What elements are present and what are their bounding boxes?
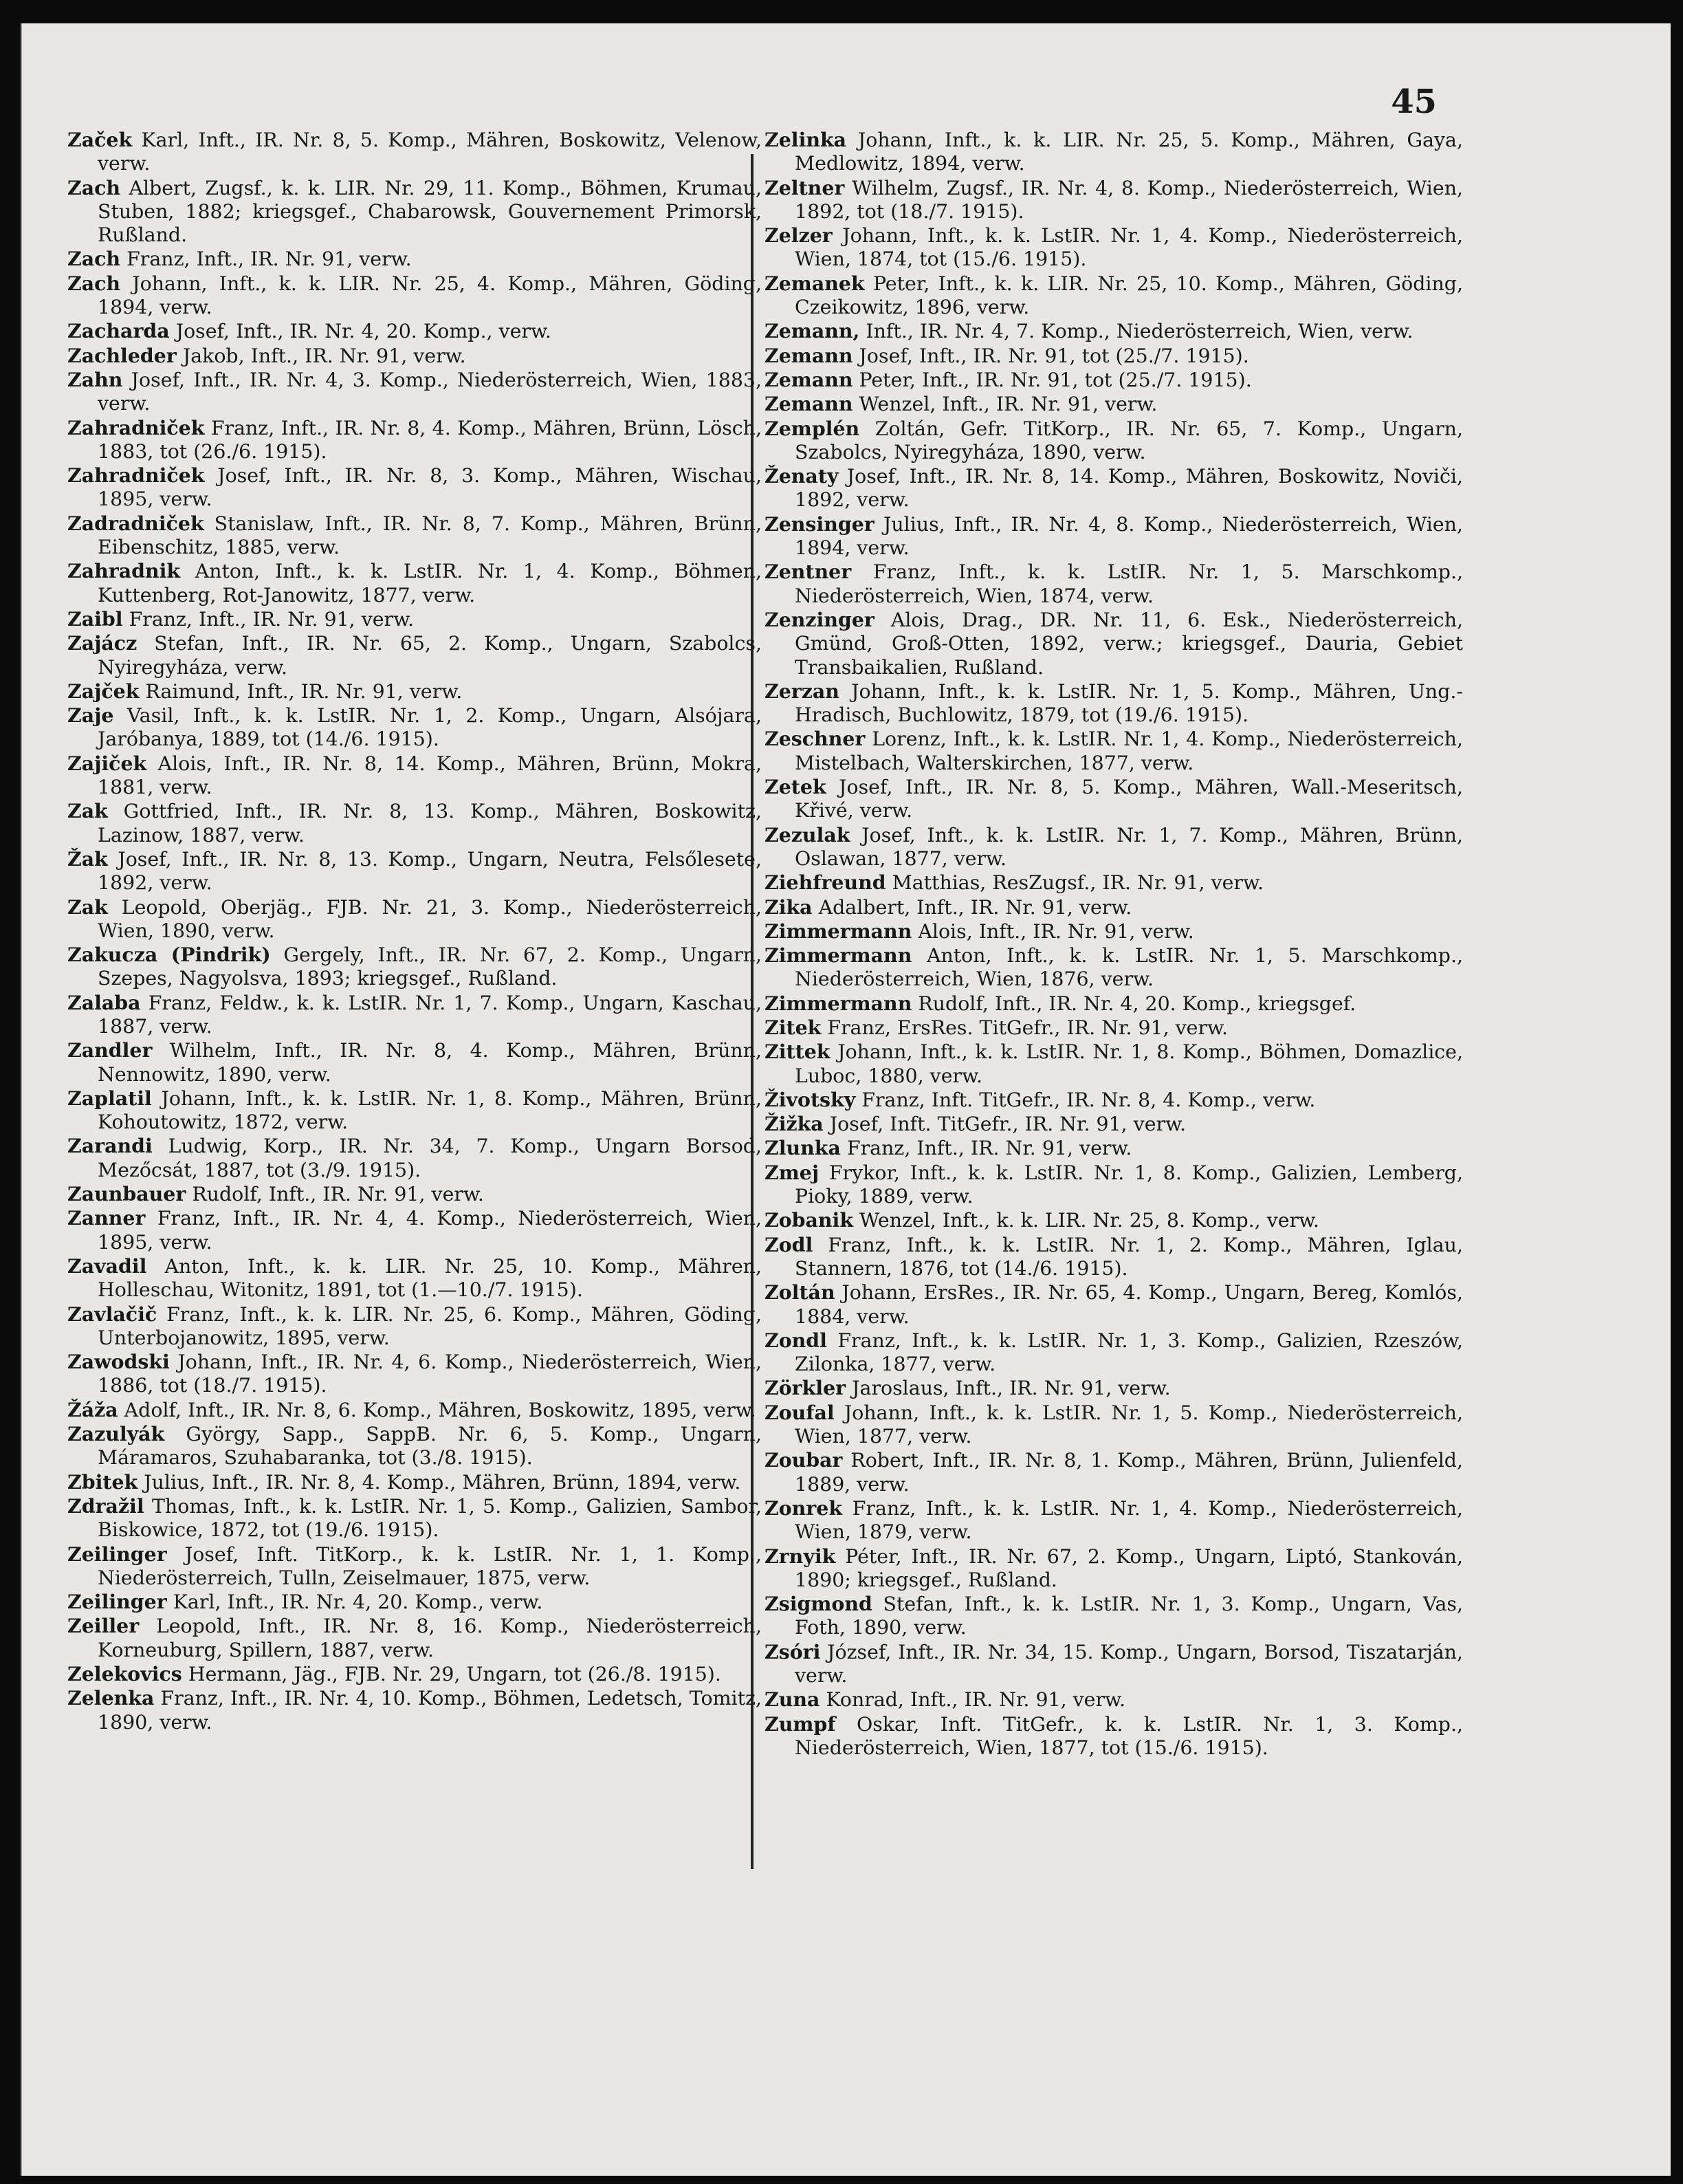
entry-details: Wilhelm, Inft., IR. Nr. 8, 4. Komp., Mähren, Brünn, Nennowitz, 1890, verw. (98, 1039, 762, 1086)
entry-details: Franz, Feldw., k. k. LstIR. Nr. 1, 7. Komp., Ungarn, Kaschau, 1887, verw. (98, 991, 762, 1038)
entry-surname: Zavlačič (67, 1302, 157, 1326)
entry-details: Adalbert, Inft., IR. Nr. 91, verw. (818, 895, 1132, 919)
entry-surname: Zoubar (764, 1448, 843, 1472)
entry-surname: Zachleder (67, 343, 177, 367)
entry-surname: Zajácz (67, 631, 138, 655)
casualty-entry (67, 1494, 762, 1542)
entry-surname: Zalaba (67, 990, 141, 1014)
entry-details: Franz, Inft., IR. Nr. 91, verw. (126, 248, 412, 271)
entry-details: Johann, Inft., k. k. LIR. Nr. 25, 4. Komp., Mähren, Göding, 1894, verw. (98, 272, 762, 319)
casualty-entry (764, 1136, 1463, 1160)
entry-surname: Zaplatil (67, 1086, 152, 1110)
entry-surname: Zeiller (67, 1614, 140, 1638)
entry-surname: Zörkler (764, 1376, 846, 1400)
entry-surname: Zelenka (67, 1686, 155, 1710)
casualty-entry (67, 319, 762, 343)
casualty-entry (764, 417, 1463, 465)
entry-surname: Zimmermann (764, 943, 912, 968)
casualty-entry (67, 703, 762, 752)
entry-surname: Životsky (764, 1087, 856, 1111)
entry-details: Franz, Inft., k. k. LstIR. Nr. 1, 3. Komp., Galizien, Rzeszów, Zilonka, 1877, verw. (795, 1329, 1463, 1376)
entry-surname: Zemann (764, 343, 853, 367)
entry-surname: Zetek (764, 775, 826, 799)
casualty-entry (67, 512, 762, 560)
casualty-entry (67, 847, 762, 895)
entry-details: Franz, Inft., k. k. LstIR. Nr. 1, 2. Komp., Mähren, Iglau, Stannern, 1876, tot (14./6. 1915). (795, 1233, 1463, 1280)
entry-details: Leopold, Inft., IR. Nr. 8, 16. Komp., Niederösterreich, Korneuburg, Spillern, 1887, verw. (98, 1615, 762, 1661)
entry-details: Wenzel, Inft., k. k. LIR. Nr. 25, 8. Komp., verw. (859, 1209, 1320, 1232)
casualty-entry (67, 631, 762, 679)
entry-surname: Zanner (67, 1206, 146, 1230)
entry-details: Franz, ErsRes. TitGefr., IR. Nr. 91, verw. (827, 1016, 1229, 1039)
entry-details: Vasil, Inft., k. k. LstIR. Nr. 1, 2. Komp., Ungarn, Alsójara, Jarόbanya, 1889, tot (14./6. 1915). (98, 704, 762, 751)
entry-details: Franz, Inft., IR. Nr. 4, 4. Komp., Niederösterreich, Wien, 1895, verw. (98, 1207, 762, 1254)
entry-surname: Zonrek (764, 1496, 842, 1520)
casualty-entry (764, 176, 1463, 224)
entry-details: Alois, Inft., IR. Nr. 8, 14. Komp., Mähren, Brünn, Mokra, 1881, verw. (98, 752, 762, 799)
casualty-entry (67, 176, 762, 248)
entry-details: Julius, Inft., IR. Nr. 8, 4. Komp., Mähren, Brünn, 1894, verw. (144, 1470, 741, 1494)
entry-surname: Zeilinger (67, 1542, 167, 1566)
entry-details: Franz, Inft., IR. Nr. 4, 10. Komp., Böhmen, Ledetsch, Tomitz, 1890, verw. (98, 1687, 762, 1734)
casualty-entry (67, 344, 762, 368)
entry-surname: Zavadil (67, 1254, 147, 1278)
entry-surname: Zeilinger (67, 1590, 167, 1614)
casualty-entry (67, 1350, 762, 1398)
casualty-entry (67, 895, 762, 943)
casualty-entry (764, 823, 1463, 871)
entry-surname: Zahradniček (67, 415, 205, 439)
entry-details: Josef, Inft., IR. Nr. 91, tot (25./7. 1915). (859, 344, 1249, 367)
casualty-entry (764, 871, 1463, 895)
entry-surname: Zaibl (67, 607, 123, 631)
entry-surname: Zemanek (764, 271, 865, 295)
entry-surname: Zumpf (764, 1712, 836, 1736)
casualty-entry (67, 1662, 762, 1686)
casualty-entry (764, 512, 1463, 560)
casualty-entry (67, 1038, 762, 1086)
entry-details: Péter, Inft., IR. Nr. 67, 2. Komp., Ungarn, Liptó, Stankován, 1890; kriegsgef., Rußland. (795, 1544, 1463, 1591)
entry-details: Franz, Inft., k. k. LstIR. Nr. 1, 4. Komp., Niederösterreich, Wien, 1879, verw. (795, 1496, 1463, 1544)
casualty-entry (67, 1134, 762, 1182)
entry-surname: Zobanik (764, 1208, 854, 1232)
casualty-entry (764, 1448, 1463, 1496)
casualty-entry (67, 247, 762, 271)
casualty-entry (764, 1040, 1463, 1088)
casualty-entry (764, 992, 1463, 1016)
right-column (764, 128, 1463, 1760)
entry-surname: Ženaty (764, 464, 839, 488)
entry-surname: Zelekovics (67, 1662, 182, 1685)
casualty-entry (67, 752, 762, 800)
entry-details: Stefan, Inft., k. k. LstIR. Nr. 1, 3. Komp., Ungarn, Vas, Foth, 1890, verw. (795, 1593, 1463, 1639)
entry-details: Hermann, Jäg., FJB. Nr. 29, Ungarn, tot (26./8. 1915). (188, 1663, 721, 1685)
entry-details: Julius, Inft., IR. Nr. 4, 8. Komp., Niederösterreich, Wien, 1894, verw. (795, 512, 1463, 560)
entry-details: Franz, Inft. TitGefr., IR. Nr. 8, 4. Komp., verw. (861, 1088, 1316, 1111)
casualty-entry (67, 1398, 762, 1422)
entry-surname: Zitek (764, 1015, 822, 1039)
entry-surname: Zrnyik (764, 1544, 836, 1568)
entry-details: Josef, Inft., k. k. LstIR. Nr. 1, 7. Komp., Mähren, Brünn, Oslawan, 1877, verw. (795, 823, 1463, 870)
entry-surname: Žak (67, 847, 108, 871)
casualty-entry (764, 368, 1463, 392)
entry-details: Johann, Inft., k. k. LstIR. Nr. 1, 8. Komp., Mähren, Brünn, Kohoutowitz, 1872, verw. (98, 1086, 762, 1134)
entry-surname: Zahradniček (67, 463, 205, 488)
entry-details: Thomas, Inft., k. k. LstIR. Nr. 1, 5. Komp., Galizien, Sambor, Biskowice, 1872, tot (19./6. 1915). (98, 1494, 762, 1542)
casualty-entry (764, 943, 1463, 992)
entry-details: Ludwig, Korp., IR. Nr. 34, 7. Komp., Ungarn Borsod, Mezőcsát, 1887, tot (3./9. 1915). (98, 1135, 762, 1181)
entry-surname: Zimmermann (764, 919, 912, 943)
casualty-entry (764, 1280, 1463, 1329)
entry-details: Alois, Inft., IR. Nr. 91, verw. (918, 919, 1194, 943)
entry-details: Rudolf, Inft., IR. Nr. 4, 20. Komp., kriegsgef. (918, 992, 1356, 1015)
entry-details: Raimund, Inft., IR. Nr. 91, verw. (145, 679, 463, 703)
entry-surname: Zoufal (764, 1400, 835, 1424)
entry-details: Gergely, Inft., IR. Nr. 67, 2. Komp., Ungarn, Szepes, Nagyolsva, 1893; kriegsgef., Rußland. (98, 943, 762, 990)
entry-details: Adolf, Inft., IR. Nr. 8, 6. Komp., Mähren, Boskowitz, 1895, verw. (124, 1398, 756, 1421)
casualty-entry (67, 1686, 762, 1734)
entry-surname: Zodl (764, 1232, 813, 1256)
entry-details: Robert, Inft., IR. Nr. 8, 1. Komp., Mähren, Brünn, Julienfeld, 1889, verw. (795, 1449, 1463, 1496)
entry-details: Inft., IR. Nr. 4, 7. Komp., Niederösterreich, Wien, verw. (866, 320, 1414, 343)
entry-surname: Začek (67, 128, 133, 151)
entry-surname: Zacharda (67, 319, 170, 343)
casualty-entry (764, 1088, 1463, 1112)
entry-details: Anton, Inft., k. k. LstIR. Nr. 1, 5. Marschkomp., Niederösterreich, Wien, 1876, verw. (795, 944, 1463, 991)
entry-details: Johann, Inft., k. k. LstIR. Nr. 1, 5. Komp., Mähren, Ung.-Hradisch, Buchlowitz, 1879, tot (19./6. 1915). (795, 679, 1463, 727)
casualty-entry (764, 1233, 1463, 1281)
casualty-entry (67, 368, 762, 416)
casualty-entry (764, 344, 1463, 368)
entry-details: Josef, Inft., IR. Nr. 8, 3. Komp., Mähren, Wischau, 1895, verw. (98, 464, 762, 511)
entry-details: József, Inft., IR. Nr. 34, 15. Komp., Ungarn, Borsod, Tiszatarján, verw. (795, 1640, 1463, 1687)
entry-surname: Zemann (764, 392, 853, 416)
casualty-entry (764, 1112, 1463, 1136)
casualty-entry (764, 272, 1463, 320)
casualty-entry (67, 1470, 762, 1494)
entry-details: Johann, Inft., k. k. LIR. Nr. 25, 5. Komp., Mähren, Gaya, Medlowitz, 1894, verw. (795, 129, 1464, 175)
casualty-entry (67, 128, 762, 176)
page-number: 45 (1391, 83, 1437, 121)
entry-details: Frykor, Inft., k. k. LstIR. Nr. 1, 8. Komp., Galizien, Lemberg, Pioky, 1889, verw. (795, 1161, 1463, 1208)
entry-surname: Zaje (67, 703, 114, 728)
entry-details: Franz, Inft., k. k. LstIR. Nr. 1, 5. Marschkomp., Niederösterreich, Wien, 1874, verw. (795, 560, 1463, 607)
entry-surname: Zika (764, 895, 813, 919)
casualty-entry (67, 1206, 762, 1254)
entry-surname: Zahradnik (67, 559, 181, 583)
casualty-entry (764, 1544, 1463, 1593)
casualty-entry (67, 1590, 762, 1614)
entry-surname: Zondl (764, 1328, 827, 1352)
entry-details: Stanislaw, Inft., IR. Nr. 8, 7. Komp., Mähren, Brünn, Eibenschitz, 1885, verw. (98, 512, 762, 559)
entry-details: Josef, Inft. TitGefr., IR. Nr. 91, verw. (829, 1113, 1187, 1136)
entry-details: Franz, Inft., IR. Nr. 91, verw. (129, 607, 415, 631)
casualty-entry (67, 1182, 762, 1206)
casualty-entry (67, 679, 762, 703)
casualty-entry (67, 1422, 762, 1470)
entry-details: Josef, Inft., IR. Nr. 4, 3. Komp., Niederösterreich, Wien, 1883, verw. (98, 368, 762, 415)
entry-surname: Zoltán (764, 1280, 835, 1304)
entry-details: Anton, Inft., k. k. LstIR. Nr. 1, 4. Komp., Böhmen, Kuttenberg, Rot-Janowitz, 1877, verw. (98, 560, 762, 607)
entry-details: Johann, Inft., IR. Nr. 4, 6. Komp., Niederösterreich, Wien, 1886, tot (18./7. 1915). (98, 1351, 762, 1397)
entry-surname: Zahn (67, 367, 123, 391)
entry-surname: Zdražil (67, 1494, 144, 1518)
casualty-entry (764, 560, 1463, 608)
entry-details: Johann, Inft., k. k. LstIR. Nr. 1, 8. Komp., Böhmen, Domazlice, Luboc, 1880, verw. (795, 1040, 1463, 1087)
casualty-entry (764, 1208, 1463, 1232)
casualty-entry (764, 1016, 1463, 1040)
entry-surname: Zach (67, 271, 121, 295)
entry-surname: Zittek (764, 1040, 830, 1064)
entry-details: Franz, Inft., IR. Nr. 8, 4. Komp., Mähren, Brünn, Lösch, 1883, tot (26./6. 1915). (98, 416, 762, 463)
entry-surname: Zimmermann (764, 991, 912, 1015)
left-column (67, 128, 762, 1734)
casualty-entry (764, 1329, 1463, 1377)
entry-surname: Zezulak (764, 822, 850, 847)
casualty-entry (67, 1614, 762, 1662)
entry-surname: Zelinka (764, 128, 847, 151)
entry-surname: Zemplén (764, 416, 860, 440)
casualty-entry (67, 991, 762, 1039)
casualty-entry (764, 1712, 1463, 1760)
entry-surname: Zsigmond (764, 1592, 872, 1616)
casualty-entry (764, 1592, 1463, 1640)
entry-surname: Zeltner (764, 175, 845, 199)
casualty-entry (67, 416, 762, 464)
casualty-entry (764, 679, 1463, 728)
entry-details: Wilhelm, Zugsf., IR. Nr. 4, 8. Komp., Niederösterreich, Wien, 1892, tot (18./7. 1915). (795, 176, 1464, 223)
casualty-entry (764, 392, 1463, 416)
entry-surname: Zajček (67, 679, 140, 703)
casualty-entry (764, 1376, 1463, 1400)
entry-surname: Zak (67, 895, 108, 919)
casualty-entry (67, 559, 762, 607)
entry-details: Stefan, Inft., IR. Nr. 65, 2. Komp., Ungarn, Szabolcs, Nyiregyháza, verw. (98, 632, 762, 679)
entry-surname: Zach (67, 175, 121, 199)
entry-details: Josef, Inft., IR. Nr. 8, 13. Komp., Ungarn, Neutra, Felsőlesete, 1892, verw. (98, 847, 762, 895)
casualty-entry (67, 272, 762, 320)
entry-details: Jakob, Inft., IR. Nr. 91, verw. (182, 344, 466, 367)
entry-details: Anton, Inft., k. k. LIR. Nr. 25, 10. Komp., Mähren, Holleschau, Witonitz, 1891, tot (1.—10./7. 1915). (98, 1254, 762, 1302)
entry-details: Zoltán, Gefr. TitKorp., IR. Nr. 65, 7. Komp., Ungarn, Szabolcs, Nyiregyháza, 1890, verw. (795, 417, 1463, 463)
entry-surname: Zazulyák (67, 1422, 165, 1446)
entry-surname: Zak (67, 799, 108, 823)
entry-surname: Zensinger (764, 512, 874, 536)
entry-details: Oskar, Inft. TitGefr., k. k. LstIR. Nr. 1, 3. Komp., Niederösterreich, Wien, 1877, tot (15./6. 1915). (795, 1712, 1463, 1759)
entry-details: Karl, Inft., IR. Nr. 4, 20. Komp., verw. (173, 1591, 543, 1614)
casualty-entry (764, 919, 1463, 943)
entry-surname: Zajiček (67, 751, 147, 775)
entry-surname: Zemann, (764, 319, 860, 343)
casualty-entry (764, 1401, 1463, 1449)
entry-details: Josef, Inft. TitKorp., k. k. LstIR. Nr. 1, 1. Komp., Niederösterreich, Tulln, Zeiselmauer, 1875, verw. (98, 1542, 762, 1589)
entry-surname: Zeschner (764, 727, 866, 751)
entry-surname: Ziehfreund (764, 871, 886, 895)
entry-surname: Zsóri (764, 1639, 821, 1663)
casualty-entry (764, 775, 1463, 823)
entry-details: Franz, Inft., k. k. LIR. Nr. 25, 6. Komp., Mähren, Göding, Unterbojanowitz, 1895, verw. (98, 1302, 762, 1349)
casualty-entry (67, 799, 762, 847)
casualty-entry (67, 943, 762, 991)
entry-details: Josef, Inft., IR. Nr. 8, 5. Komp., Mähren, Wall.-Meseritsch, Křivé, verw. (795, 776, 1463, 822)
entry-details: Gottfried, Inft., IR. Nr. 8, 13. Komp., Mähren, Boskowitz, Lazinow, 1887, verw. (98, 800, 762, 847)
entry-details: Karl, Inft., IR. Nr. 8, 5. Komp., Mähren, Boskowitz, Velenow, verw. (98, 129, 762, 175)
entry-surname: Zakucza (Pindrik) (67, 943, 271, 967)
entry-surname: Zmej (764, 1160, 820, 1184)
entry-surname: Zach (67, 247, 121, 271)
casualty-entry (764, 1688, 1463, 1712)
entry-surname: Žižka (764, 1112, 824, 1136)
document-page (21, 23, 1671, 2176)
entry-surname: Zenzinger (764, 607, 874, 631)
entry-surname: Zemann (764, 367, 853, 391)
casualty-entry (67, 1542, 762, 1591)
entry-surname: Zbitek (67, 1470, 138, 1494)
casualty-entry (764, 727, 1463, 775)
entry-details: Matthias, ResZugsf., IR. Nr. 91, verw. (892, 871, 1264, 895)
casualty-entry (764, 128, 1463, 176)
casualty-entry (67, 1086, 762, 1135)
entry-surname: Zandler (67, 1038, 153, 1062)
entry-surname: Zaunbauer (67, 1182, 186, 1206)
casualty-entry (764, 608, 1463, 679)
entry-details: Josef, Inft., IR. Nr. 4, 20. Komp., verw. (175, 320, 551, 343)
entry-details: György, Sapp., SappB. Nr. 6, 5. Komp., Ungarn, Máramaros, Szuhabaranka, tot (3./8. 1915). (98, 1423, 762, 1470)
entry-details: Leopold, Oberjäg., FJB. Nr. 21, 3. Komp., Niederösterreich, Wien, 1890, verw. (98, 895, 762, 942)
entry-surname: Zerzan (764, 679, 839, 703)
entry-details: Konrad, Inft., IR. Nr. 91, verw. (826, 1688, 1125, 1712)
entry-details: Jaroslaus, Inft., IR. Nr. 91, verw. (852, 1377, 1171, 1400)
entry-details: Johann, ErsRes., IR. Nr. 65, 4. Komp., Ungarn, Bereg, Komlós, 1884, verw. (795, 1281, 1463, 1328)
casualty-entry (67, 463, 762, 512)
casualty-entry (764, 1496, 1463, 1544)
entry-details: Josef, Inft., IR. Nr. 8, 14. Komp., Mähren, Boskowitz, Noviči, 1892, verw. (795, 465, 1463, 512)
casualty-entry (764, 1640, 1463, 1688)
entry-surname: Zawodski (67, 1350, 170, 1374)
casualty-entry (67, 1254, 762, 1302)
entry-surname: Zadradniček (67, 511, 204, 535)
entry-details: Johann, Inft., k. k. LstIR. Nr. 1, 5. Komp., Niederösterreich, Wien, 1877, verw. (795, 1401, 1463, 1448)
entry-surname: Zentner (764, 560, 852, 584)
entry-surname: Žáža (67, 1397, 118, 1421)
entry-details: Peter, Inft., k. k. LIR. Nr. 25, 10. Komp., Mähren, Göding, Czeikowitz, 1896, verw. (795, 272, 1463, 319)
casualty-entry (67, 1302, 762, 1351)
casualty-entry (67, 607, 762, 631)
casualty-entry (764, 464, 1463, 512)
casualty-entry (764, 895, 1463, 919)
entry-details: Alois, Drag., DR. Nr. 11, 6. Esk., Niederösterreich, Gmünd, Groß-Otten, 1892, verw.; kriegsgef., Dauria, Gebiet Transbaikalien, Rußland. (795, 608, 1463, 679)
entry-details: Franz, Inft., IR. Nr. 91, verw. (846, 1137, 1132, 1160)
casualty-entry (764, 319, 1463, 343)
entry-details: Peter, Inft., IR. Nr. 91, tot (25./7. 1915). (859, 368, 1252, 391)
casualty-entry (764, 223, 1463, 272)
casualty-entry (764, 1161, 1463, 1209)
entry-details: Johann, Inft., k. k. LstIR. Nr. 1, 4. Komp., Niederösterreich, Wien, 1874, tot (15./6. 1915). (795, 224, 1463, 271)
entry-surname: Zelzer (764, 223, 833, 248)
entry-details: Lorenz, Inft., k. k. LstIR. Nr. 1, 4. Komp., Niederösterreich, Mistelbach, Walterskirchen, 1877, verw. (795, 728, 1463, 774)
entry-details: Rudolf, Inft., IR. Nr. 91, verw. (192, 1183, 484, 1206)
entry-surname: Zlunka (764, 1136, 841, 1160)
entry-details: Albert, Zugsf., k. k. LIR. Nr. 29, 11. Komp., Böhmen, Krumau, Stuben, 1882; kriegsgef., Chabarowsk, Gouvernement Primorsk, Rußland. (98, 176, 762, 247)
entry-details: Wenzel, Inft., IR. Nr. 91, verw. (859, 393, 1158, 416)
entry-surname: Zuna (764, 1688, 820, 1712)
entry-surname: Zarandi (67, 1134, 153, 1158)
